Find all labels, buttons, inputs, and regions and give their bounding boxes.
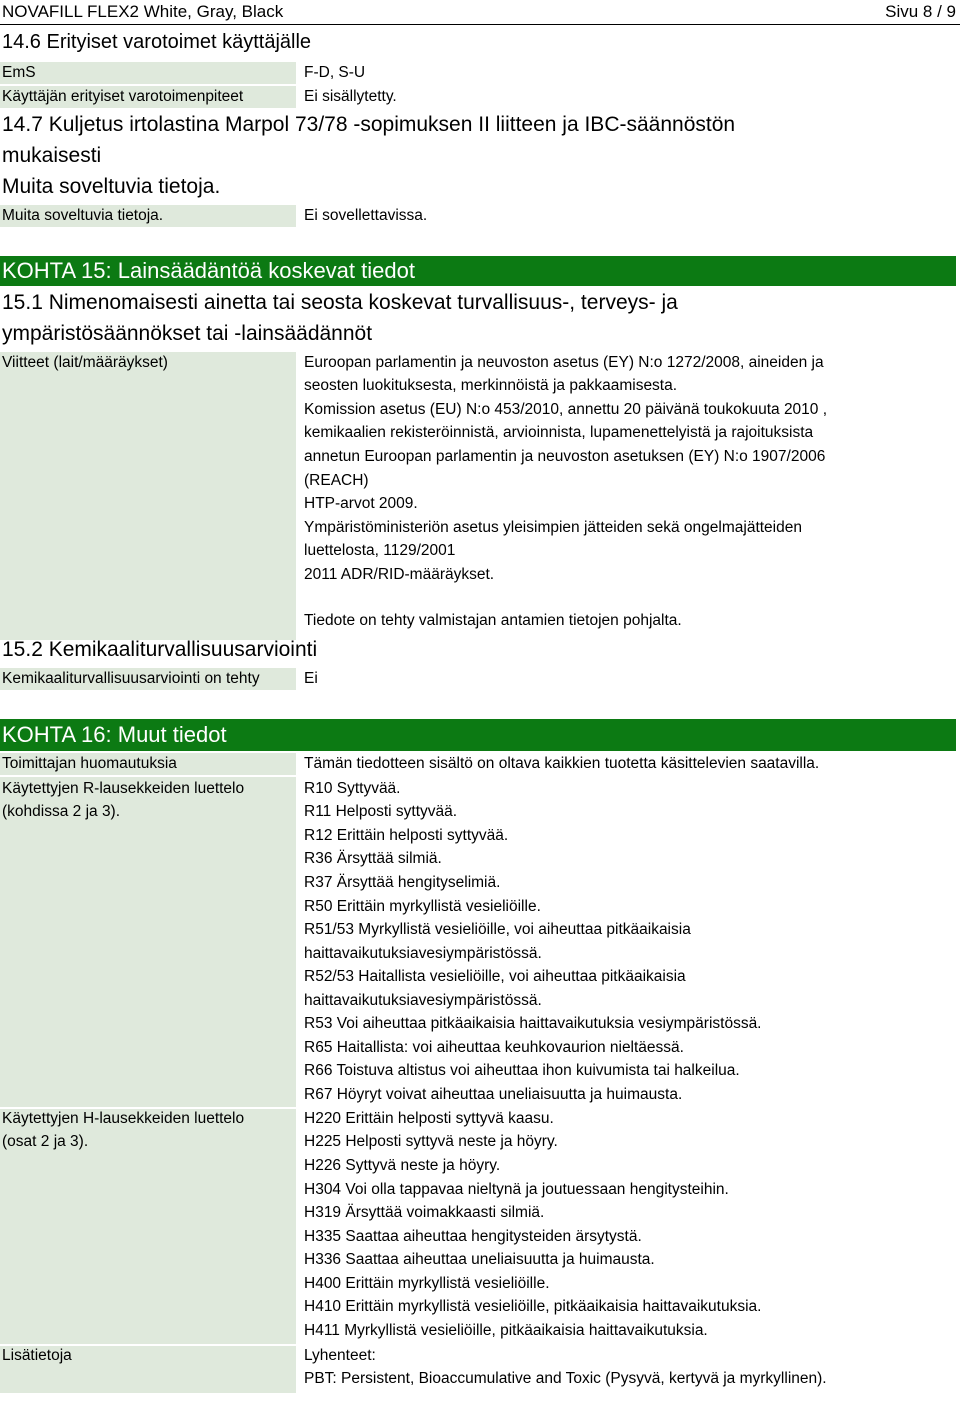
section-14-7-title: 14.7 Kuljetus irtolastina Marpol 73/78 -sopimuksen II liitteen ja IBC-säännöstön <box>2 113 736 136</box>
h-phrase: H335 Saattaa aiheuttaa hengitysteiden ärsytystä. <box>304 1228 642 1245</box>
supplier-notes-value: Tämän tiedotteen sisältö on oltava kaikkien tuotetta käsittelevien saatavilla. <box>304 755 820 772</box>
r-phrase: haittavaikutuksiavesiympäristössä. <box>304 992 542 1009</box>
r-phrase: R66 Toistuva altistus voi aiheuttaa ihon kuivumista tai halkeilua. <box>304 1062 740 1079</box>
ems-label: EmS <box>2 64 36 81</box>
r-phrases-label: Käytettyjen R-lausekkeiden luettelo <box>2 780 245 797</box>
section-16-heading: KOHTA 16: Muut tiedot <box>0 719 956 751</box>
label-band-refs <box>0 352 296 640</box>
refs-line: annetun Euroopan parlamentin ja neuvoston asetuksen (EY) N:o 1907/2006 <box>304 448 826 465</box>
section-15-2-title: 15.2 Kemikaaliturvallisuusarviointi <box>2 638 318 661</box>
h-phrase: H400 Erittäin myrkyllistä vesieliöille. <box>304 1275 550 1292</box>
abbreviations-heading: Lyhenteet: <box>304 1347 376 1364</box>
h-phrase: H411 Myrkyllistä vesieliöille, pitkäaikaisia haittavaikutuksia. <box>304 1322 708 1339</box>
refs-line: Ympäristöministeriön asetus yleisimpien jätteiden sekä ongelmajätteiden <box>304 519 802 536</box>
page-number: Sivu 8 / 9 <box>885 2 956 21</box>
refs-label: Viitteet (lait/määräykset) <box>2 354 168 371</box>
label-band-ems <box>0 62 296 84</box>
refs-line: Komission asetus (EU) N:o 453/2010, annettu 20 päivänä toukokuuta 2010 , <box>304 401 828 418</box>
section-15-heading: KOHTA 15: Lainsäädäntöä koskevat tiedot <box>0 256 956 286</box>
section-14-7-subtitle: Muita soveltuvia tietoja. <box>2 175 221 198</box>
r-phrase: R36 Ärsyttää silmiä. <box>304 850 442 867</box>
refs-line: HTP-arvot 2009. <box>304 495 418 512</box>
refs-line: 2011 ADR/RID-määräykset. <box>304 566 495 583</box>
r-phrase: R51/53 Myrkyllistä vesieliöille, voi aiheuttaa pitkäaikaisia <box>304 921 691 938</box>
refs-line: seosten luokituksesta, merkinnöistä ja pakkaamisesta. <box>304 377 678 394</box>
r-phrase: R65 Haitallista: voi aiheuttaa keuhkovaurion nieltäessä. <box>304 1039 684 1056</box>
csa-label: Kemikaaliturvallisuusarviointi on tehty <box>2 670 260 687</box>
r-phrase: R50 Erittäin myrkyllistä vesieliöille. <box>304 898 541 915</box>
h-phrase: H410 Erittäin myrkyllistä vesieliöille, pitkäaikaisia haittavaikutuksia. <box>304 1298 762 1315</box>
abbreviation-pbt: PBT: Persistent, Bioaccumulative and Toxic (Pysyvä, kertyvä ja myrkyllinen). <box>304 1370 827 1387</box>
h-phrase: H226 Syttyvä neste ja höyry. <box>304 1157 501 1174</box>
other-info-value: Ei sovellettavissa. <box>304 207 428 224</box>
r-phrase: R10 Syttyvää. <box>304 780 401 797</box>
refs-line: kemikaalien rekisteröinnistä, arvioinnista, lupamenettelyistä ja rajoituksista <box>304 424 814 441</box>
document-title: NOVAFILL FLEX2 White, Gray, Black <box>2 2 284 21</box>
refs-line: Euroopan parlamentin ja neuvoston asetus (EY) N:o 1272/2008, aineiden ja <box>304 354 824 371</box>
r-phrase: R11 Helposti syttyvää. <box>304 803 458 820</box>
section-14-6-title: 14.6 Erityiset varotoimet käyttäjälle <box>2 31 312 53</box>
precautions-label: Käyttäjän erityiset varotoimenpiteet <box>2 88 244 105</box>
csa-value: Ei <box>304 670 318 687</box>
extra-info-label: Lisätietoja <box>2 1347 72 1364</box>
ems-value: F-D, S-U <box>304 64 366 81</box>
r-phrase: R52/53 Haitallista vesieliöille, voi aiheuttaa pitkäaikaisia <box>304 968 686 985</box>
section-15-1-title: 15.1 Nimenomaisesti ainetta tai seosta koskevat turvallisuus-, terveys- ja <box>2 291 678 314</box>
section-14-7-title-cont: mukaisesti <box>2 144 102 167</box>
other-info-label: Muita soveltuvia tietoja. <box>2 207 164 224</box>
h-phrases-label-cont: (osat 2 ja 3). <box>2 1133 89 1150</box>
source-note: Tiedote on tehty valmistajan antamien tietojen pohjalta. <box>304 612 682 629</box>
h-phrase: H225 Helposti syttyvä neste ja höyry. <box>304 1133 558 1150</box>
precautions-value: Ei sisällytetty. <box>304 88 397 105</box>
header-divider <box>0 24 960 25</box>
label-band-r-phrases <box>0 777 296 1107</box>
r-phrases-label-cont: (kohdissa 2 ja 3). <box>2 803 121 820</box>
r-phrase: haittavaikutuksiavesiympäristössä. <box>304 945 542 962</box>
supplier-notes-label: Toimittajan huomautuksia <box>2 755 177 772</box>
r-phrase: R37 Ärsyttää hengityselimiä. <box>304 874 501 891</box>
h-phrase: H304 Voi olla tappavaa nieltynä ja joutuessaan hengitysteihin. <box>304 1181 729 1198</box>
r-phrase: R53 Voi aiheuttaa pitkäaikaisia haittavaikutuksia vesiympäristössä. <box>304 1015 762 1032</box>
section-15-1-title-cont: ympäristösäännökset tai -lainsäädännöt <box>2 322 373 345</box>
h-phrase: H336 Saattaa aiheuttaa uneliaisuutta ja huimausta. <box>304 1251 655 1268</box>
h-phrases-label: Käytettyjen H-lausekkeiden luettelo <box>2 1110 245 1127</box>
h-phrase: H220 Erittäin helposti syttyvä kaasu. <box>304 1110 554 1127</box>
refs-line: luettelosta, 1129/2001 <box>304 542 456 559</box>
h-phrase: H319 Ärsyttää voimakkaasti silmiä. <box>304 1204 545 1221</box>
r-phrase: R67 Höyryt voivat aiheuttaa uneliaisuutta ja huimausta. <box>304 1086 683 1103</box>
r-phrase: R12 Erittäin helposti syttyvää. <box>304 827 509 844</box>
refs-line: (REACH) <box>304 472 369 489</box>
